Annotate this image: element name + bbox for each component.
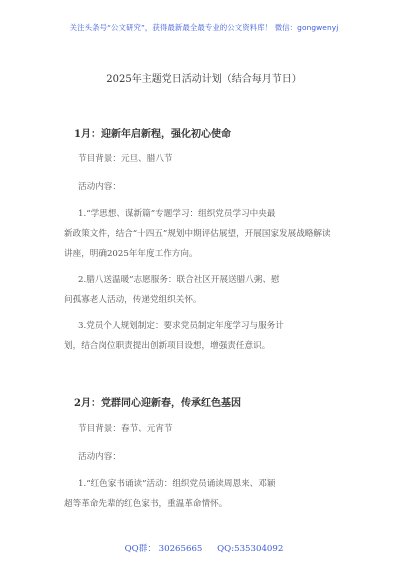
activity-item-first-line: 1.“红色家书诵读”活动：组织党员诵读周恩来、邓颖	[78, 479, 276, 489]
holiday-background: 节目背景：元旦、腊八节	[78, 154, 173, 164]
activity-item	[64, 316, 333, 356]
activity-item-continuation: 超等革命先辈的红色家书，重温革命情怀。	[64, 499, 228, 509]
footer-contact	[0, 542, 408, 554]
header-banner[interactable]: 关注头条号“公文研究”，获得最新最全最专业的公文资料库！ 微信：gongwenyj	[69, 23, 339, 32]
activity-item-first-line: 1.“学思想、谋新篇”专题学习：组织党员学习中央最	[78, 209, 276, 219]
activity-item-continuation: 新政策文件，结合“十四五”规划中期评估展望，开展国家发展战略解读讲座，明确2025年年度工作方向。	[64, 229, 331, 259]
activity-item	[64, 204, 333, 264]
activities-label: 活动内容：	[78, 452, 121, 462]
section-heading-february: 2月：党群同心迎新春，传承红色基因	[74, 398, 241, 409]
activity-item	[64, 474, 333, 514]
activity-item	[64, 270, 333, 310]
section-heading-january: 1月：迎新年启新程，强化初心使命	[74, 129, 231, 140]
footer-qq[interactable]: QQ:535304092	[217, 544, 284, 554]
footer-qq-group[interactable]: QQ群： 30265665	[124, 544, 203, 554]
activity-item-continuation: 划，结合岗位职责提出创新项目设想，增强责任意识。	[64, 341, 271, 351]
activity-item-first-line: 2.腊八送温暖”志愿服务：联合社区开展送腊八粥、慰	[78, 275, 280, 285]
activity-item-continuation: 问孤寡老人活动，传递党组织关怀。	[64, 295, 202, 305]
activities-label: 活动内容：	[78, 182, 121, 192]
holiday-background: 节目背景：春节、元宵节	[78, 424, 173, 434]
document-title: 2025年主题党日活动计划（结合每月节日）	[106, 74, 302, 85]
activity-item-first-line: 3.党员个人规划制定：要求党员制定年度学习与服务计	[78, 321, 284, 331]
